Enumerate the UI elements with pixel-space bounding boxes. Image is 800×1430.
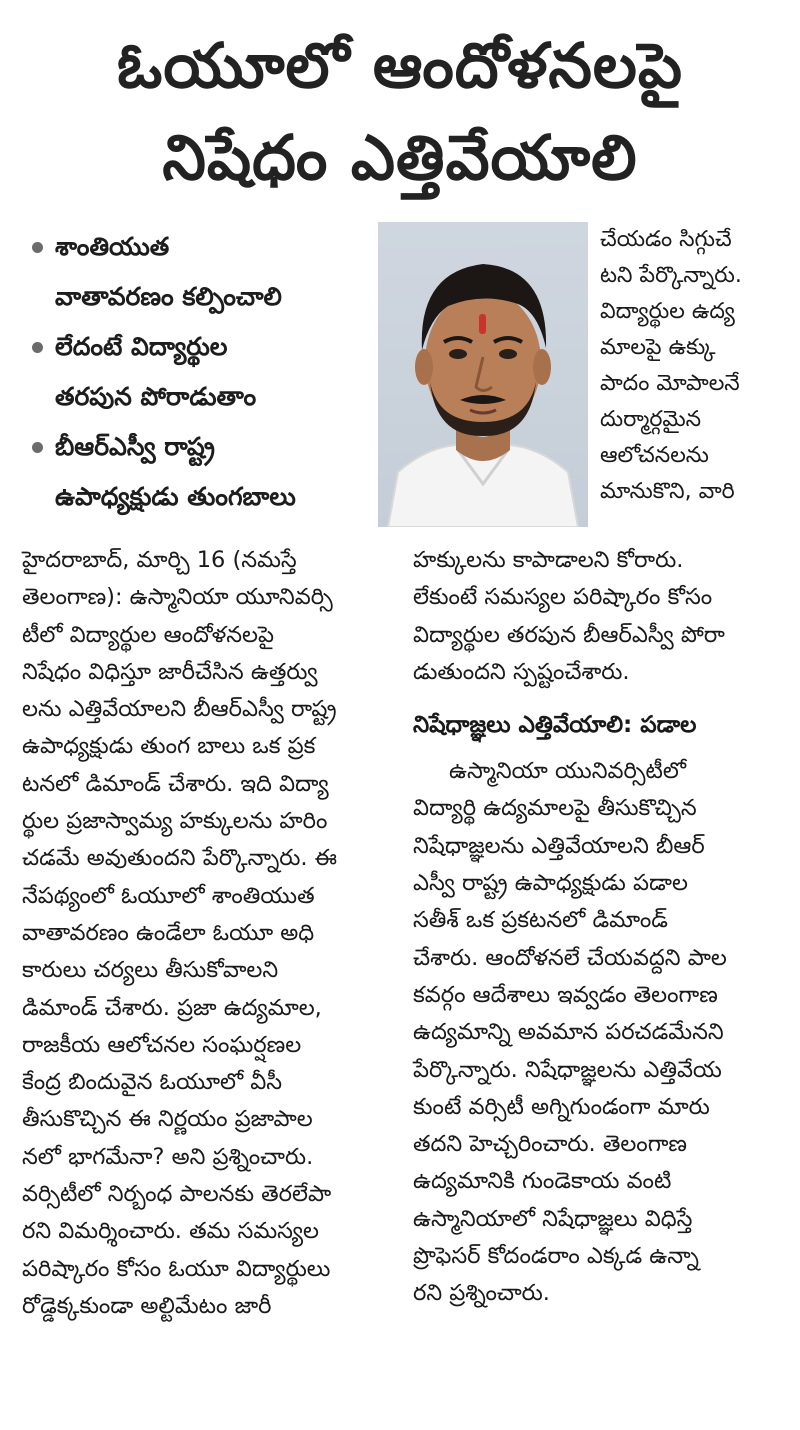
- bullet-line: వాతావరణం కల్పించాలి: [55, 282, 282, 311]
- bullet-line: లేదంటే విద్యార్థుల: [55, 332, 228, 361]
- text-line: ఆలోచనలను: [600, 443, 709, 468]
- text-line: విద్యార్థుల ఉద్య: [600, 299, 735, 324]
- bullet-line: బీఆర్‌ఎస్వీ రాష్ట్ర: [55, 432, 215, 461]
- text-line: తీసుకొచ్చిన ఈ నిర్ణయం ప్రజాపాల: [22, 1106, 313, 1133]
- bullet-dot-icon: [32, 242, 43, 253]
- dateline: హైదరాబాద్, మార్చి 16 (నమస్తే: [22, 547, 297, 573]
- text-line: కుంటే వర్సిటీ అగ్నిగుండంగా మారు: [413, 1093, 710, 1120]
- text-line: తెలంగాణ): ఉస్మానియా యూనివర్సి: [22, 584, 333, 611]
- text-line: చడమే అవుతుందని పేర్కొన్నారు. ఈ: [22, 845, 338, 872]
- text-line: టనలో డిమాండ్ చేశారు. ఇది విద్యా: [22, 770, 329, 797]
- text-line: పాదం మోపాలనే: [600, 371, 740, 396]
- text-line: ఉపాధ్యక్షుడు తుంగ బాలు ఒక ప్రక: [22, 733, 316, 760]
- portrait-illustration: [378, 222, 588, 527]
- text-line: కారులు చర్యలు తీసుకోవాలని: [22, 957, 279, 984]
- text-line: రోడ్డెక్కకుండా అల్టిమేటం జారీ: [22, 1292, 272, 1319]
- text-line: చేయడం సిగ్గుచే: [600, 227, 732, 252]
- text-line: రని విమర్శించారు. తమ సమస్యల: [22, 1218, 319, 1245]
- bullet-line: ఉపాధ్యక్షుడు తుంగబాలు: [55, 482, 296, 511]
- text-line: ఉద్యమాన్ని అవమాన పరచడమేనని: [413, 1019, 724, 1046]
- text-line: కేంద్ర బిందువైన ఓయూలో వీసీ: [22, 1069, 283, 1096]
- text-line: రాజకీయ ఆలోచనల సంఘర్షణల: [22, 1031, 302, 1058]
- headline-line-2: నిషేధం ఎత్తివేయాలి: [162, 121, 638, 194]
- side-text-column: [600, 222, 800, 510]
- article-body: [22, 542, 778, 1325]
- subheading: నిషేధాజ్ఞలు ఎత్తివేయాలి: పడాల: [413, 712, 697, 739]
- text-line: ర్థుల ప్రజాస్వామ్య హక్కులను హరిం: [22, 808, 328, 835]
- text-line: నలో భాగమేనా? అని ప్రశ్నించారు.: [22, 1143, 314, 1170]
- text-line: పేర్కొన్నారు. నిషేధాజ్ఞలను ఎత్తివేయ: [413, 1056, 722, 1083]
- text-line: ఉద్యమానికి గుండెకాయ వంటి: [413, 1168, 672, 1195]
- left-column: [22, 542, 387, 1325]
- bullet-item: [32, 322, 377, 422]
- text-line: విద్యార్థి ఉద్యమాలపై తీసుకొచ్చిన: [413, 795, 697, 822]
- right-column: [413, 542, 778, 1325]
- highlight-bullets: [32, 222, 377, 522]
- text-line: ఎస్వీ రాష్ట్ర ఉపాధ్యక్షుడు పడాల: [413, 870, 688, 897]
- text-line: విద్యార్థుల తరపున బీఆర్‌ఎస్వీ పోరా: [413, 621, 725, 648]
- text-line: కవర్గం ఆదేశాలు ఇవ్వడం తెలంగాణ: [413, 981, 718, 1008]
- text-line: సతీశ్ ఒక ప్రకటనలో డిమాండ్: [413, 907, 668, 934]
- bullet-dot-icon: [32, 442, 43, 453]
- text-line: డుతుందని స్పష్టంచేశారు.: [413, 658, 630, 685]
- headline: [22, 20, 778, 204]
- bullet-dot-icon: [32, 342, 43, 353]
- bullet-item: [32, 422, 377, 522]
- text-line: తదని హెచ్చరించారు. తెలంగాణ: [413, 1131, 687, 1158]
- headline-line-1: ఓయూలో ఆందోళనలపై: [117, 29, 683, 102]
- text-line: దుర్మార్గమైన: [600, 407, 702, 432]
- bullet-item: [32, 222, 377, 322]
- text-line: వాతావరణం ఉండేలా ఓయూ అధి: [22, 919, 315, 946]
- text-line: చేశారు. ఆందోళనలే చేయవద్దని పాల: [413, 944, 727, 971]
- text-line: లను ఎత్తివేయాలని బీఆర్‌ఎస్వీ రాష్ట్ర: [22, 696, 337, 723]
- bullet-line: తరపున పోరాడుతాం: [55, 382, 257, 411]
- text-line: టీలో విద్యార్థుల ఆందోళనలపై: [22, 621, 274, 648]
- text-line: నిషేధం విధిస్తూ జారీచేసిన ఉత్తర్వు: [22, 658, 318, 685]
- text-line: హక్కులను కాపాడాలని కోరారు.: [413, 547, 684, 573]
- text-line: వర్సిటీలో నిర్బంధ పాలనకు తెరలేపా: [22, 1181, 332, 1208]
- text-line: టని పేర్కొన్నారు.: [600, 263, 742, 288]
- text-line: ప్రొఫెసర్ కోదండరాం ఎక్కడ ఉన్నా: [413, 1243, 699, 1270]
- text-line: నిషేధాజ్ఞలను ఎత్తివేయాలని బీఆర్: [413, 832, 705, 859]
- text-line: మాలపై ఉక్కు: [600, 335, 716, 360]
- text-line: నేపథ్యంలో ఓయూలో శాంతియుత: [22, 882, 315, 909]
- portrait-photo: [378, 222, 588, 527]
- text-line: డిమాండ్ చేశారు. ప్రజా ఉద్యమాల,: [22, 994, 322, 1021]
- text-line: రని ప్రశ్నించారు.: [413, 1280, 550, 1307]
- text-line: లేకుంటే సమస్యల పరిష్కారం కోసం: [413, 584, 713, 611]
- text-line: మానుకొని, వారి: [600, 479, 735, 504]
- text-line: ఉస్మానియాలో నిషేధాజ్ఞలు విధిస్తే: [413, 1205, 693, 1232]
- bullet-line: శాంతియుత: [55, 232, 170, 261]
- text-line: ఉస్మానియా యునివర్సిటీలో: [449, 758, 687, 785]
- text-line: పరిష్కారం కోసం ఓయూ విద్యార్థులు: [22, 1255, 331, 1282]
- top-section: [22, 222, 778, 542]
